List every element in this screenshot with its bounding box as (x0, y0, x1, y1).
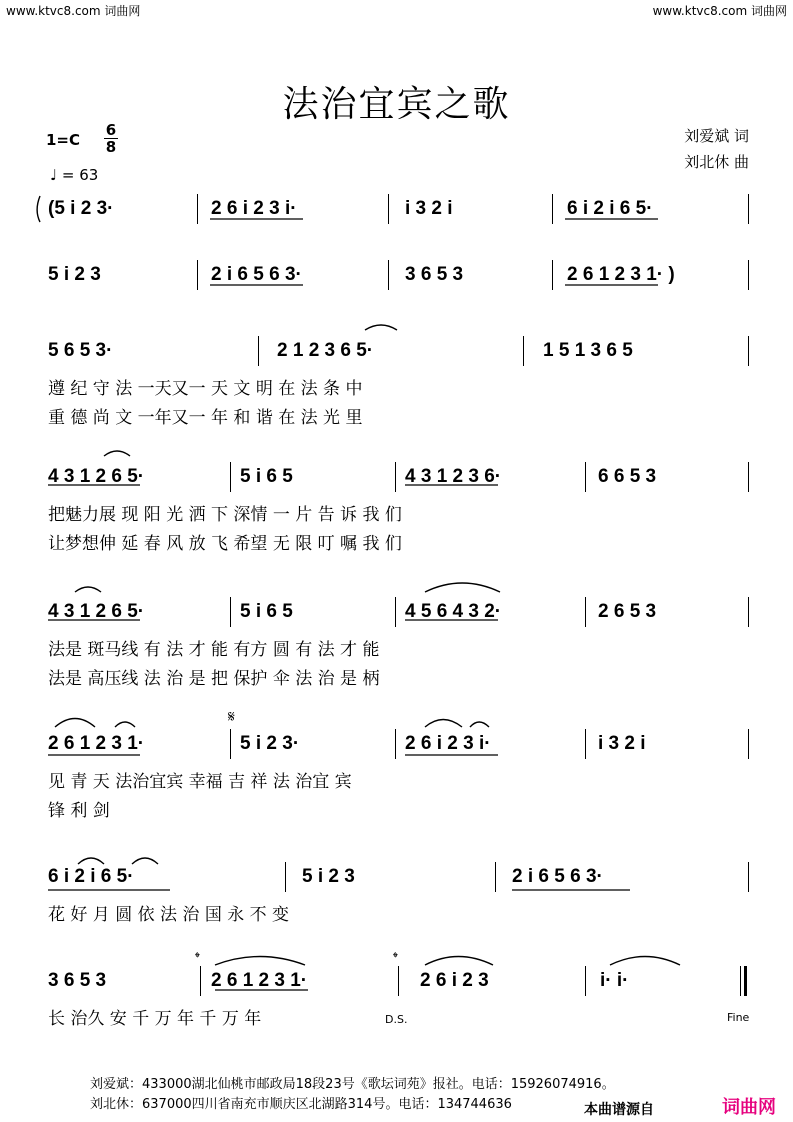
measure-notes: i 3 2 i (598, 733, 646, 754)
lyric-verse-1: 把魅力展 现 阳 光 洒 下 深情 一 片 告 诉 我 们 (48, 505, 402, 525)
measure-notes: 3 6 5 3 (405, 264, 464, 285)
barline (395, 462, 396, 492)
barline (748, 597, 749, 627)
measure-notes: 2 6 i 2 3 i· (211, 198, 297, 219)
barline (748, 194, 749, 224)
measure-notes: 5 i 2 3· (240, 733, 300, 754)
lyricist-credit: 刘爱斌 词 (684, 127, 749, 145)
time-signature (104, 122, 118, 155)
measure-notes: 2 i 6 5 6 3· (211, 264, 302, 285)
ds-marker: D.S. (385, 1013, 408, 1026)
measure-notes: 2 6 5 3 (598, 601, 657, 622)
measure-notes: 2 6 1 2 3 1· ) (567, 264, 675, 285)
lyric-verse-2: 法是 高压线 法 治 是 把 保护 伞 法 治 是 柄 (48, 669, 380, 689)
time-sig-bottom: 8 (105, 138, 117, 156)
barline (388, 194, 389, 224)
slur-mark (425, 720, 462, 728)
barline (748, 260, 749, 290)
slur-mark (215, 957, 305, 966)
measure-notes: 4 3 1 2 6 5· (48, 601, 145, 622)
score-line-3 (40, 340, 770, 428)
barline (197, 194, 198, 224)
barline (285, 862, 286, 892)
lyric-verse-2: 锋 利 剑 (48, 801, 110, 821)
slur-mark (78, 858, 104, 864)
measure-notes: 5 i 6 5 (240, 601, 293, 622)
lyric-verse-1: 遵 纪 守 法 一天又一 天 文 明 在 法 条 中 (48, 379, 363, 399)
quarter-note-icon: ♩ (50, 166, 58, 184)
measure-notes: 5 i 6 5 (240, 466, 293, 487)
measure-notes: 3 6 5 3 (48, 970, 107, 991)
footer-contact-composer: 刘北休：637000四川省南充市顺庆区北湖路314号。电话：134744636 (90, 1097, 512, 1112)
lyric-verse-1: 见 青 天 法治宜宾 幸福 吉 祥 法 治宜 宾 (48, 772, 352, 792)
measure-notes: 5 6 5 3· (48, 340, 113, 361)
lyric-verse-2: 重 德 尚 文 一年又一 年 和 谐 在 法 光 里 (48, 408, 363, 428)
barline (395, 597, 396, 627)
measure-notes: 2 6 1 2 3 1· (48, 733, 145, 754)
tempo-marking (50, 166, 98, 184)
key-signature: 1=C (46, 131, 81, 149)
barline (748, 462, 749, 492)
slur-mark (132, 858, 158, 864)
measure-notes: 6 i 2 i 6 5· (567, 198, 653, 219)
barline (388, 260, 389, 290)
barline (585, 729, 586, 759)
barline (230, 729, 231, 759)
barline (748, 336, 749, 366)
tempo-value: = 63 (61, 166, 99, 184)
slur-mark (365, 325, 397, 330)
measure-notes: 4 3 1 2 3 6· (405, 466, 502, 487)
barline (748, 729, 749, 759)
slur-mark (104, 451, 130, 456)
lyric-verse-1: 法是 斑马线 有 法 才 能 有方 圆 有 法 才 能 (48, 640, 380, 660)
score-line-5 (40, 601, 770, 689)
site-header-left[interactable]: www.ktvc8.com 词曲网 (6, 4, 141, 18)
measure-notes: 5 i 2 3 (48, 264, 101, 285)
measure-notes: 5 i 2 3 (302, 866, 355, 887)
score-line-1 (40, 198, 770, 240)
slur-mark (115, 722, 135, 727)
barline (258, 336, 259, 366)
slur-mark (425, 583, 500, 592)
barline (585, 462, 586, 492)
score-line-2 (40, 264, 770, 306)
coda-sign-1: 𝄌 (195, 950, 200, 966)
barline (585, 966, 586, 996)
barline (200, 966, 201, 996)
measure-notes: 4 3 1 2 6 5· (48, 466, 145, 487)
measure-notes: 2 6 1 2 3 1· (211, 970, 308, 991)
segno-sign: 𝄋 (228, 707, 235, 726)
score-line-6 (40, 733, 770, 821)
lyric-verse-1: 长 治久 安 千 万 年 千 万 年 (48, 1009, 262, 1029)
score-line-7 (40, 866, 770, 925)
barline (395, 729, 396, 759)
measure-notes: 2 6 i 2 3 (420, 970, 489, 991)
fine-marker: Fine (727, 1011, 750, 1024)
slur-mark (425, 957, 493, 966)
footer-source-label: 本曲谱源自 (584, 1102, 654, 1118)
measure-notes: 6 i 2 i 6 5· (48, 866, 134, 887)
site-header-right[interactable]: www.ktvc8.com 词曲网 (652, 4, 787, 18)
barline (748, 862, 749, 892)
measure-notes: (5 i 2 3· (48, 198, 114, 219)
lyric-verse-2: 让梦想伸 延 春 风 放 飞 希望 无 限 叮 嘱 我 们 (48, 534, 402, 554)
measure-notes: 4 5 6 4 3 2· (405, 601, 502, 622)
measure-notes: 6 6 5 3 (598, 466, 657, 487)
barline (230, 597, 231, 627)
measure-notes: 2 i 6 5 6 3· (512, 866, 603, 887)
time-sig-top: 6 (105, 121, 117, 139)
barline (552, 260, 553, 290)
coda-sign-2: 𝄌 (393, 950, 398, 966)
measure-notes: i 3 2 i (405, 198, 453, 219)
lyric-verse-1: 花 好 月 圆 依 法 治 国 永 不 变 (48, 905, 290, 925)
barline (585, 597, 586, 627)
final-barline (740, 966, 747, 996)
song-title: 法治宜宾之歌 (282, 84, 511, 125)
measure-notes: 2 1 2 3 6 5· (277, 340, 374, 361)
tie-mark (610, 957, 680, 966)
barline (495, 862, 496, 892)
barline (230, 462, 231, 492)
slur-mark (470, 722, 489, 727)
barline (552, 194, 553, 224)
barline (197, 260, 198, 290)
score-line-4 (40, 466, 770, 554)
slur-mark (55, 719, 95, 728)
barline (398, 966, 399, 996)
barline (523, 336, 524, 366)
measure-notes: i· i· (600, 970, 629, 991)
composer-credit: 刘北休 曲 (684, 153, 749, 171)
slur-mark (75, 587, 101, 592)
footer-brand-logo[interactable]: 词曲网 (722, 1097, 776, 1118)
footer-contact-lyricist: 刘爱斌：433000湖北仙桃市邮政局18段23号《歌坛词苑》报社。电话：15926074916。 (90, 1077, 615, 1092)
measure-notes: 2 6 i 2 3 i· (405, 733, 491, 754)
measure-notes: 1 5 1 3 6 5 (543, 340, 633, 361)
